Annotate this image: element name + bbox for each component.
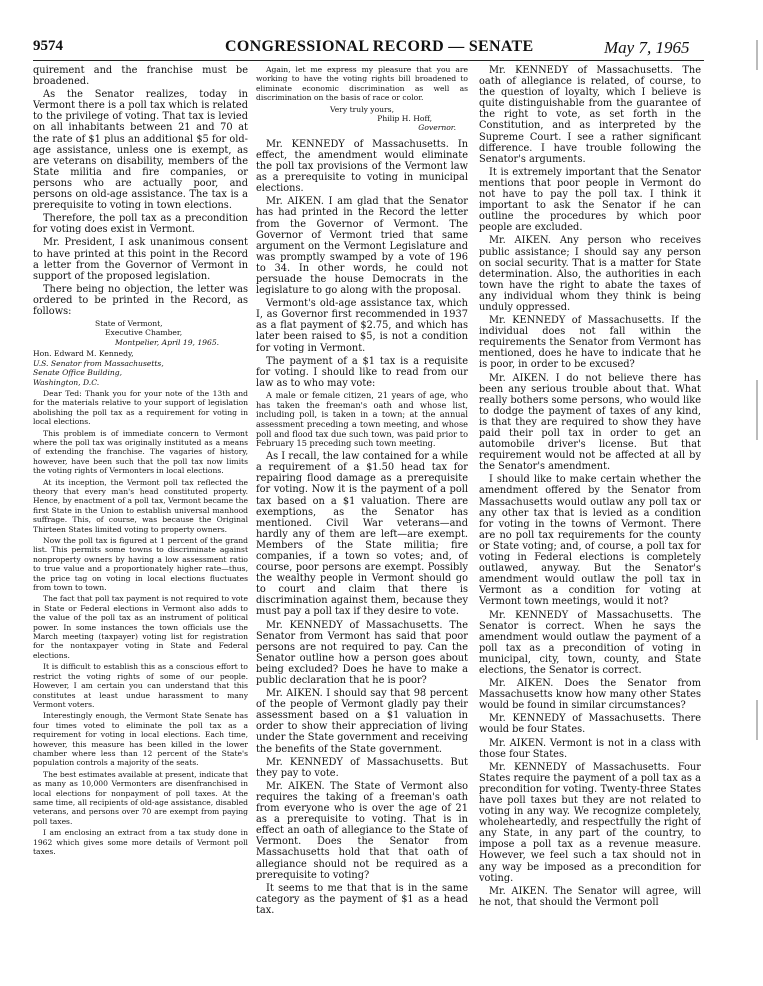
paragraph: As I recall, the law contained for a while a requirement of a $1.50 head tax for repairing flood damage as a prerequisite for voting. Now it is the payment of a poll tax based on a $1 valuation. There are exemptions, as the Senator has mentioned. Civil War veterans—and hardly any of them are left—are exempt. Members of the State militia; fire companies, if a town so votes; and, of course, poor persons are exempt. Possibly the wealthy people in Vermont should go to court and claim that there is discrimination against them, because they must pay a poll tax if they desire to vote. xyxy=(256,451,468,618)
paragraph: quirement and the franchise must be broadened. xyxy=(33,65,248,88)
paragraph: Mr. KENNEDY of Massachusetts. The oath of allegiance is related, of course, to the question of loyalty, which I believe is quite distinguishable from the guarantee of the right to vote, as set forth in the Constitution, and as interpreted by the Supreme Court. I see a rather significant difference. I have trouble following the Senator's arguments. xyxy=(479,65,701,165)
letter-paragraph: Again, let me express my pleasure that you are working to have the voting rights bill broadened to eliminate economic discrimination as well as discrimination on the basis of race or color. xyxy=(256,65,468,103)
scan-edge-mark xyxy=(756,380,758,440)
publication-title: CONGRESSIONAL RECORD — SENATE xyxy=(225,38,534,55)
paragraph: Mr. KENNEDY of Massachusetts. The Senator is correct. When he says the amendment would outlaw the payment of a poll tax as a precondition of voting in municipal, city, town, county, and State elections, the Senator is correct. xyxy=(479,609,701,676)
page-header xyxy=(33,38,701,60)
signature-name: Philip H. Hoff, xyxy=(377,114,432,124)
paragraph: Mr. AIKEN. The State of Vermont also requires the taking of a freeman's oath from everyone who is over the age of 21 as a prerequisite to voting. That is in effect an oath of allegiance to the State of Vermont. Does the Senator from Massachusetts hold that that oath of allegiance should not be required as a prerequisite to voting? xyxy=(256,780,468,881)
scan-edge-mark xyxy=(756,700,758,740)
paragraph: Vermont's old-age assistance tax, which I, as Governor first recommended in 1937 as a flat payment of $2.75, and which has later been raised to $5, is not a condition for voting in Vermont. xyxy=(256,298,468,354)
paragraph: Mr. KENNEDY of Massachusetts. There would be four States. xyxy=(479,713,701,736)
letter-dateline: Montpelier, April 19, 1965. xyxy=(115,337,220,347)
letter-addressee: U.S. Senator from Massachusetts, xyxy=(33,358,164,368)
paragraph: Mr. AIKEN. Vermont is not in a class with those four States. xyxy=(479,737,701,760)
paragraph: It seems to me that that is in the same category as the payment of $1 as a head tax. xyxy=(256,882,468,916)
column-middle xyxy=(256,65,468,935)
signature-title: Governor. xyxy=(418,123,456,133)
column-right xyxy=(479,65,701,955)
letter-paragraph: It is difficult to establish this as a conscious effort to restrict the voting rights of some of our people. However, I am certain you can understand that this constitutes at least undue harassment to many Vermont voters. xyxy=(33,662,248,709)
scan-edge-mark xyxy=(756,40,758,70)
paragraph: I should like to make certain whether the amendment offered by the Senator from Massachusetts would outlaw any poll tax or any other tax that is levied as a condition for voting in the towns of Vermont. There are no poll tax requirements for the county or State voting; and, of course, a poll tax for voting in Federal elections is completely outlawed, anyway. But the Senator's amendment would outlaw the poll tax in Vermont as a condition for voting at Vermont town meetings, would it not? xyxy=(479,474,701,608)
letter-addressee: Senate Office Building, xyxy=(33,368,123,378)
page-number: 9574 xyxy=(33,38,63,54)
paragraph: Mr. AIKEN. The Senator will agree, will he not, that should the Vermont poll xyxy=(479,885,701,908)
paragraph: Mr. AIKEN. Does the Senator from Massachusetts know how many other States would be found in similar circumstances? xyxy=(479,678,701,712)
paragraph: Mr. KENNEDY of Massachusetts. In effect, the amendment would eliminate the poll tax provisions of the Vermont law as a prerequisite to voting in municipal elections. xyxy=(256,138,468,195)
letter-paragraph: At its inception, the Vermont poll tax reflected the theory that every man's head constituted property. Hence, by enactment of a poll tax, Vermont became the first State in the Union to establish universal manhood suffrage. This, of course, was because the Original Thirteen States limited voting to property owners. xyxy=(33,477,248,534)
letter-heading: Executive Chamber, xyxy=(105,328,183,338)
header-rule xyxy=(33,60,704,61)
letter-paragraph: The fact that poll tax payment is not required to vote in State or Federal elections in Vermont also adds to the value of the poll tax as an instrument of political power. In some instances the town officials use the March meeting (taxpayer) voting list for registration for the nontaxpayer voting in State and Federal elections. xyxy=(33,594,248,660)
paragraph: Mr. KENNEDY of Massachusetts. Four States require the payment of a poll tax as a precondition for voting. Twenty-three States have poll taxes but they are not related to voting in any way. We recognize completely, wholeheartedly, and respectfully the right of any State, in any part of the country, to impose a poll tax as a revenue measure. However, we feel such a tax should not in any way be imposed as a precondition for voting. xyxy=(479,761,701,884)
paragraph: Mr. AIKEN. I should say that 98 percent of the people of Vermont gladly pay their assessment based on a $1 valuation in order to show their appreciation of living under the State government and receiving the benefits of the State government. xyxy=(256,688,468,755)
letter-paragraph: Interestingly enough, the Vermont State Senate has four times voted to eliminate the poll tax as a requirement for voting in local elections. Each time, however, this measure has been killed in the lower chamber where less than 12 percent of the State's population controls a majority of the seats. xyxy=(33,711,248,768)
letter-paragraph: This problem is of immediate concern to Vermont where the poll tax was originally instituted as a means of extending the franchise. The vagaries of history, however, have been such that the poll tax now limits the voting rights of Vermonters in local elections. xyxy=(33,428,248,476)
paragraph: It is extremely important that the Senator mentions that poor people in Vermont do not have to pay the poll tax. I think it important to ask the Senator if he can outline the procedures by which poor people are excluded. xyxy=(479,166,701,234)
paragraph: Mr. AIKEN. I am glad that the Senator has had printed in the Record the letter from the Governor of Vermont. The Governor of Vermont tried that same argument on the Vermont Legislature and was promptly swamped by a vote of 196 to 34. In other words, he could not persuade the house Democrats in the legislature to go along with the proposal. xyxy=(256,196,468,297)
letter-paragraph: Now the poll tax is figured at 1 percent of the grand list. This permits some towns to discriminate against nonproperty owners by having a low assessment ratio to true value and a proportionately higher rate—thus, the price tag on voting in local elections fluctuates from town to town. xyxy=(33,536,248,593)
letter-closing: Very truly yours, xyxy=(329,104,394,114)
paragraph: As the Senator realizes, today in Vermont there is a poll tax which is related to the privilege of voting. That tax is levied on all inhabitants between 21 and 70 at the rate of $1 plus an additional $5 for old-age assistance, unless one is exempt, as are veterans on disability, members of the State militia and fire companies, or persons who are actually poor, and persons on old-age assistance. The tax is a prerequisite to voting in town elections. xyxy=(33,89,248,212)
paragraph: The payment of a $1 tax is a requisite for voting. I should like to read from our law as to who may vote: xyxy=(256,355,468,389)
paragraph: Mr. KENNEDY of Massachusetts. If the individual does not fall within the requirements the Senator from Vermont has mentioned, does he have to indicate that he is poor, in order to be excused? xyxy=(479,315,701,371)
paragraph: Mr. KENNEDY of Massachusetts. But they pay to vote. xyxy=(256,756,468,779)
letter-paragraph: Dear Ted: Thank you for your note of the 13th and for the materials relative to your support of legislation abolishing the poll tax as a requirement for voting in local elections. xyxy=(33,388,248,427)
letter-addressee: Hon. Edward M. Kennedy, xyxy=(33,349,134,359)
letter-paragraph: I am enclosing an extract from a tax study done in 1962 which gives some more details of Vermont poll taxes. xyxy=(33,828,248,856)
column-left xyxy=(33,65,248,925)
issue-date: May 7, 1965 xyxy=(604,38,690,57)
quoted-law: A male or female citizen, 21 years of age, who has taken the freeman's oath and whose list, including poll, is taken in a town; at the annual assessment preceding a town meeting, and whose poll and flood tax due such town, was paid prior to February 15 preceding such town meeting. xyxy=(256,389,468,449)
letter-paragraph: The best estimates available at present, indicate that as many as 10,000 Vermonters are disenfranchised in local elections for nonpayment of poll taxes. At the same time, all recipients of old-age assistance, disabled veterans, and persons over 70 are exempt from paying poll taxes. xyxy=(33,769,248,826)
paragraph: There being no objection, the letter was ordered to be printed in the Record, as follows: xyxy=(33,283,248,317)
letter-addressee: Washington, D.C. xyxy=(33,377,100,387)
paragraph: Mr. President, I ask unanimous consent to have printed at this point in the Record a letter from the Governor of Vermont in support of the proposed legislation. xyxy=(33,237,248,282)
paragraph: Mr. AIKEN. I do not believe there has been any serious trouble about that. What really bothers some persons, who would like to dodge the payment of taxes of any kind, is that they are required to show they have paid their poll tax in order to get an automobile driver's license. But that requirement would not be affected at all by the Senator's amendment. xyxy=(479,372,701,473)
paragraph: Mr. KENNEDY of Massachusetts. The Senator from Vermont has said that poor persons are not required to pay. Can the Senator outline how a person goes about being excluded? Does he have to make a public declaration that he is poor? xyxy=(256,619,468,686)
paragraph: Therefore, the poll tax as a precondition for voting does exist in Vermont. xyxy=(33,213,248,236)
letter-heading: State of Vermont, xyxy=(95,319,163,329)
paragraph: Mr. AIKEN. Any person who receives public assistance; I should say any person on social security. That is a matter for State determination. Also, the authorities in each town have the right to abate the taxes of any individual whom they think is being unduly oppressed. xyxy=(479,235,701,313)
